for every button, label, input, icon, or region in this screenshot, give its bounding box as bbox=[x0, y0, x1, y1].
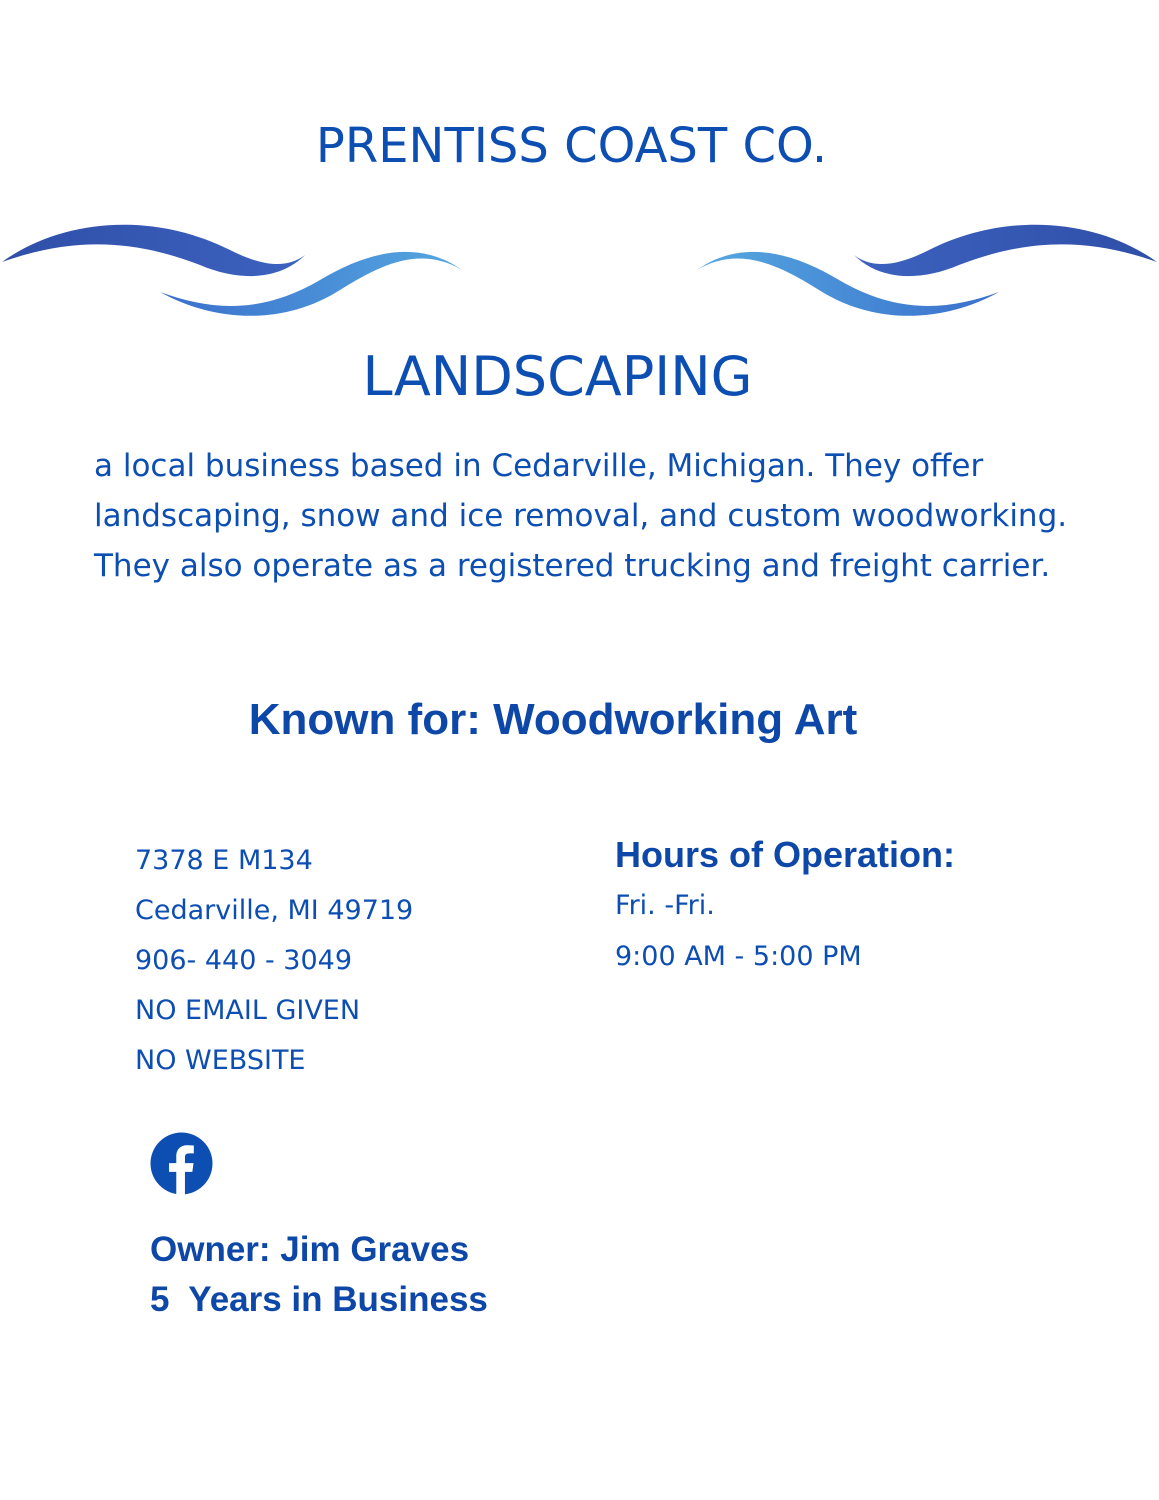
hours-info bbox=[615, 880, 862, 982]
phone-number: 906- 440 - 3049 bbox=[135, 945, 353, 976]
hours-time: 9:00 AM - 5:00 PM bbox=[615, 941, 862, 972]
website-status: NO WEBSITE bbox=[135, 1045, 306, 1076]
owner-info bbox=[150, 1225, 488, 1325]
address-line-1: 7378 E M134 bbox=[135, 845, 313, 876]
category-heading bbox=[0, 345, 1159, 408]
address-line-2: Cedarville, MI 49719 bbox=[135, 895, 414, 926]
known-for-heading: Known for: Woodworking Art bbox=[248, 695, 858, 744]
category-text: LANDSCAPING bbox=[362, 345, 753, 408]
hours-title: Hours of Operation: bbox=[615, 834, 955, 875]
wave-left-upper bbox=[2, 225, 305, 276]
years-in-business: 5 Years in Business bbox=[150, 1280, 488, 1319]
facebook-icon[interactable] bbox=[150, 1132, 213, 1195]
email-status: NO EMAIL GIVEN bbox=[135, 995, 361, 1026]
company-name bbox=[0, 118, 1159, 174]
hours-days: Fri. -Fri. bbox=[615, 890, 715, 921]
decorative-waves bbox=[0, 210, 1159, 330]
business-description: a local business based in Cedarville, Michigan. They offer landscaping, snow and ice removal, and custom woodworking. They also operate as a registered trucking and freight carrier. bbox=[94, 448, 1068, 584]
contact-info bbox=[135, 836, 413, 1086]
company-name-text: PRENTISS COAST CO. bbox=[315, 118, 828, 174]
owner-name: Owner: Jim Graves bbox=[150, 1230, 470, 1269]
wave-right-upper bbox=[854, 225, 1157, 276]
